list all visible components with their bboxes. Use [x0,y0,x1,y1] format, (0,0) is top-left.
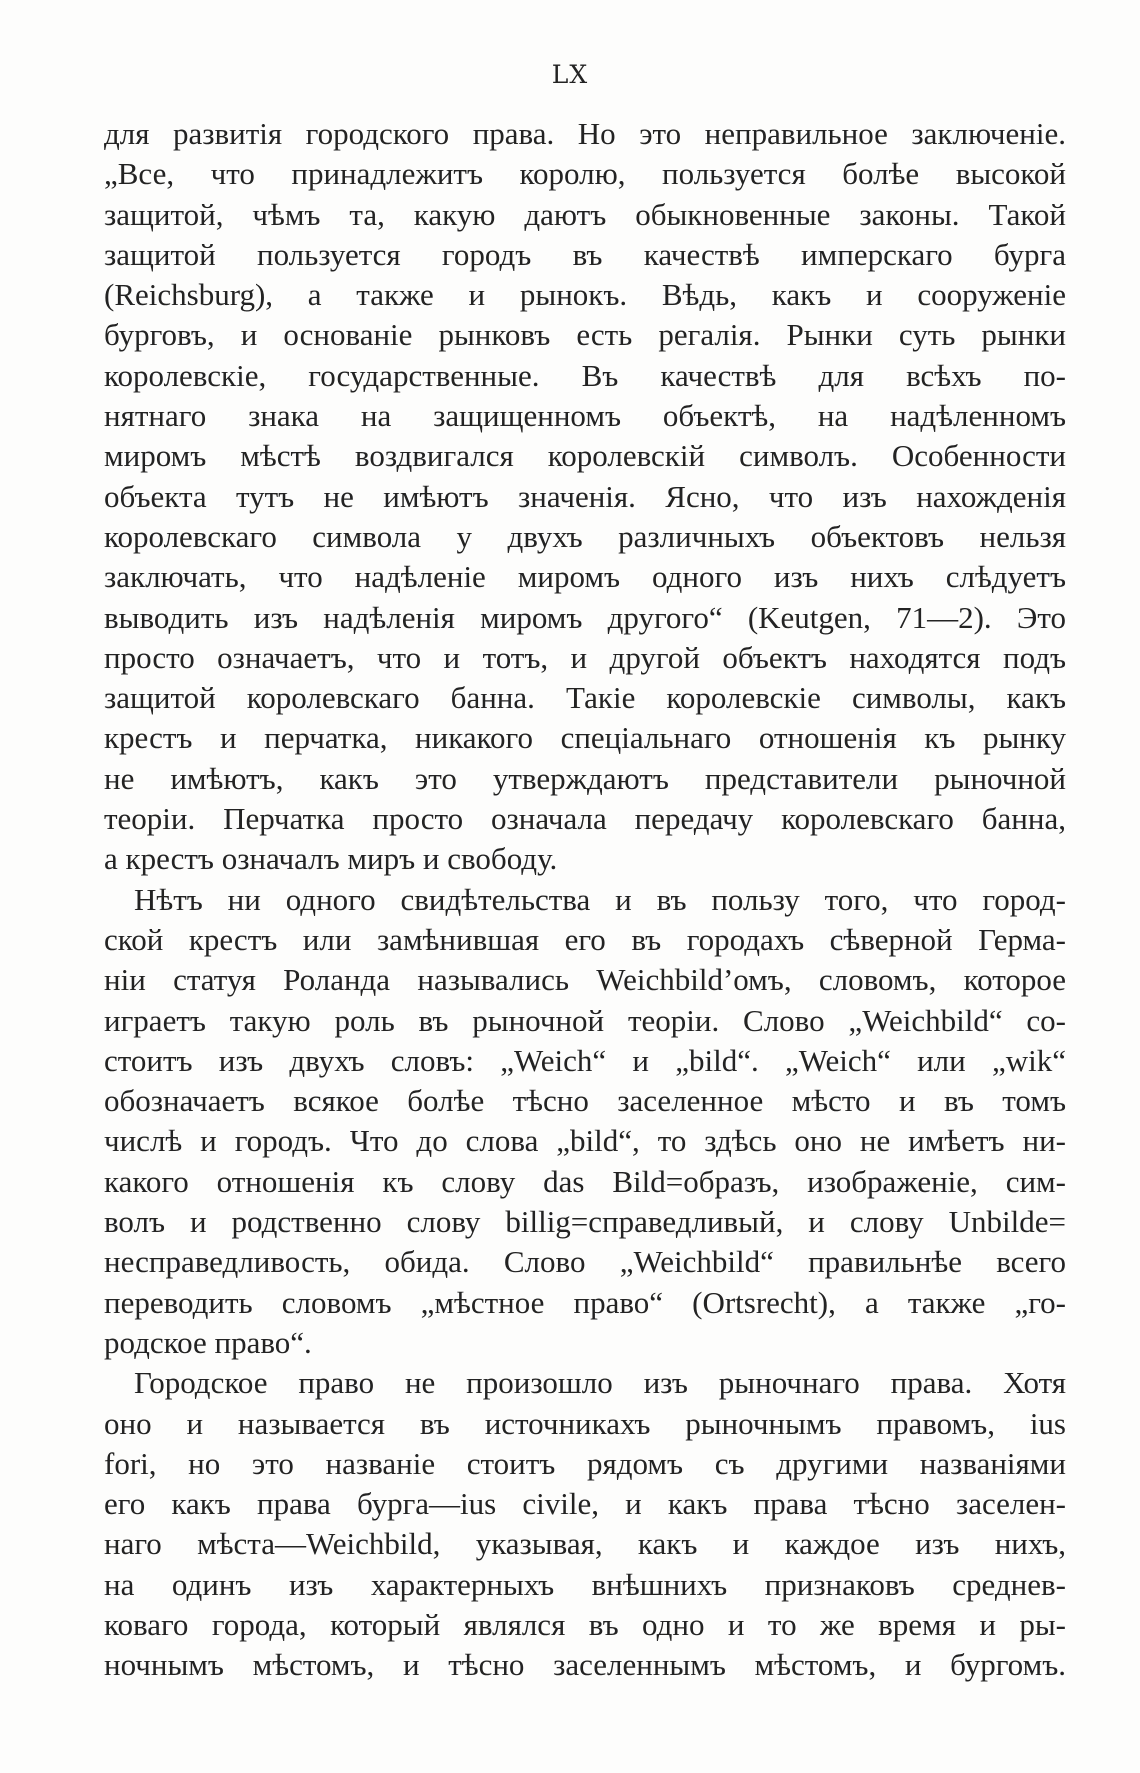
text-line: королевскаго символа у двухъ различныхъ объектовъ нельзя [104,518,1066,554]
text-line: стоитъ изъ двухъ словъ: „Weich“ и „bild“. „Weich“ или „wik“ [104,1042,1066,1078]
text-line: королевскіе, государственные. Въ качествѣ для всѣхъ по- [104,357,1066,393]
page-number: LX [551,60,589,89]
text-line: для развитія городского права. Но это неправильное заключеніе. [104,116,1066,151]
text-line: ской крестъ или замѣнившая его въ городахъ сѣверной Герма- [104,921,1066,957]
text-line: какого отношенія къ слову das Bild=образъ, изображеніе, сим- [104,1163,1066,1199]
text-line: ніи статуя Роланда назывались Weichbild’омъ, словомъ, которое [104,962,1066,998]
text-line: несправедливость, обида. Слово „Weichbild“ правильнѣе всего [104,1244,1066,1280]
text-line: объекта тутъ не имѣютъ значенія. Ясно, что изъ нахожденія [104,478,1066,514]
paragraph [104,114,1066,880]
text-line: играетъ такую роль въ рыночной теоріи. Слово „Weichbild“ со- [104,1002,1066,1038]
text-line: Городское право не произошло изъ рыночнаго права. Хотя [134,1365,1066,1401]
text-line: fori, но это названіе стоитъ рядомъ съ другими названіями [104,1445,1066,1481]
text-line: защитой королевскаго банна. Такіе королевскіе символы, какъ [104,680,1066,716]
text-line: защитой, чѣмъ та, какую даютъ обыкновенные законы. Такой [104,196,1066,232]
text-line: нятнаго знака на защищенномъ объектѣ, на надѣленномъ [104,398,1066,434]
text-line: теоріи. Перчатка просто означала передачу королевскаго банна, [104,801,1066,837]
text-line: выводить изъ надѣленія миромъ другого“ (Keutgen, 71—2). Это [104,599,1066,635]
text-line: обозначаетъ всякое болѣе тѣсно заселенное мѣсто и въ томъ [104,1083,1066,1119]
text-line: миромъ мѣстѣ воздвигался королевскій символъ. Особенности [104,438,1066,474]
text-line: просто означаетъ, что и тотъ, и другой объектъ находятся подъ [104,639,1066,675]
text-line: наго мѣста—Weichbild, указывая, какъ и каждое изъ нихъ, [104,1526,1066,1562]
text-line: родское право“. [104,1324,312,1360]
paragraph [104,1363,1066,1685]
text-line: на одинъ изъ характерныхъ внѣшнихъ признаковъ среднев- [104,1566,1066,1602]
text-line: „Все, что принадлежитъ королю, пользуется болѣе высокой [104,156,1066,192]
text-line: а крестъ означалъ миръ и свободу. [104,841,558,877]
text-line: бурговъ, и основаніе рынковъ есть регалія. Рынки суть рынки [104,317,1066,353]
body-text [104,114,1066,1686]
text-line: не имѣютъ, какъ это утверждаютъ представители рыночной [104,760,1066,796]
text-line: Нѣтъ ни одного свидѣтельства и въ пользу того, что город- [134,881,1066,917]
text-line: заключать, что надѣленіе миромъ одного изъ нихъ слѣдуетъ [104,559,1066,595]
text-line: переводить словомъ „мѣстное право“ (Ortsrecht), а также „го- [104,1284,1066,1320]
text-line: волъ и родственно слову billig=справедливый, и слову Unbilde= [104,1204,1066,1240]
text-line: (Reichsburg), а также и рынокъ. Вѣдь, какъ и сооруженіе [104,277,1066,313]
paragraph [104,880,1066,1364]
text-line: оно и называется въ источникахъ рыночнымъ правомъ, ius [104,1405,1066,1441]
text-line: ночнымъ мѣстомъ, и тѣсно заселеннымъ мѣстомъ, и бургомъ. [104,1647,1066,1683]
text-line: защитой пользуется городъ въ качествѣ имперскаго бурга [104,236,1066,272]
text-line: его какъ права бурга—ius civile, и какъ права тѣсно заселен- [104,1486,1066,1522]
text-line: коваго города, который являлся въ одно и то же время и ры- [104,1606,1066,1642]
text-line: крестъ и перчатка, никакого спеціальнаго отношенія къ рынку [104,720,1066,756]
text-line: числѣ и городъ. Что до слова „bild“, то здѣсь оно не имѣетъ ни- [104,1123,1066,1159]
